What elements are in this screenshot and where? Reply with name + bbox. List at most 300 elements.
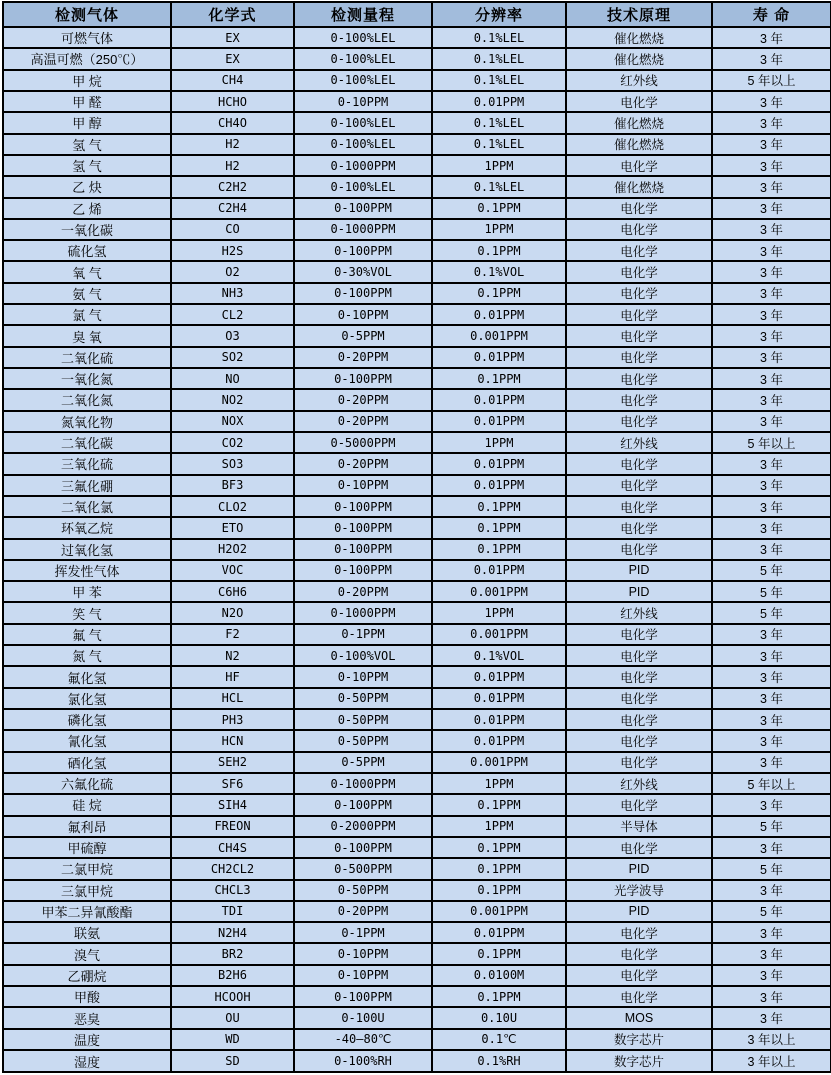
cell-gas: 甲酸 bbox=[3, 986, 171, 1007]
cell-lifespan: 3 年 bbox=[712, 922, 831, 943]
cell-range: 0-20PPM bbox=[294, 389, 432, 410]
cell-principle: 红外线 bbox=[566, 70, 712, 91]
table-row bbox=[3, 666, 831, 687]
cell-lifespan: 5 年 bbox=[712, 602, 831, 623]
cell-lifespan: 3 年 bbox=[712, 624, 831, 645]
table-row bbox=[3, 411, 831, 432]
cell-gas: 乙硼烷 bbox=[3, 965, 171, 986]
cell-gas: 高温可燃（250℃） bbox=[3, 48, 171, 69]
cell-formula: CH2CL2 bbox=[171, 858, 294, 879]
cell-gas: 甲 苯 bbox=[3, 581, 171, 602]
cell-principle: 电化学 bbox=[566, 922, 712, 943]
cell-formula: ETO bbox=[171, 517, 294, 538]
cell-gas: 臭 氧 bbox=[3, 325, 171, 346]
cell-lifespan: 3 年 bbox=[712, 517, 831, 538]
cell-formula: CH4S bbox=[171, 837, 294, 858]
cell-gas: 过氧化氢 bbox=[3, 539, 171, 560]
cell-range: 0-10PPM bbox=[294, 91, 432, 112]
cell-gas: 笑 气 bbox=[3, 602, 171, 623]
cell-resolution: 0.01PPM bbox=[432, 922, 566, 943]
cell-formula: EX bbox=[171, 48, 294, 69]
cell-formula: N2O bbox=[171, 602, 294, 623]
cell-principle: 电化学 bbox=[566, 688, 712, 709]
cell-principle: 电化学 bbox=[566, 240, 712, 261]
cell-resolution: 0.1%LEL bbox=[432, 176, 566, 197]
cell-resolution: 0.0100M bbox=[432, 965, 566, 986]
cell-gas: 氧 气 bbox=[3, 261, 171, 282]
cell-gas: 氢 气 bbox=[3, 155, 171, 176]
cell-range: 0-50PPM bbox=[294, 688, 432, 709]
cell-gas: 硅 烷 bbox=[3, 794, 171, 815]
cell-lifespan: 5 年 bbox=[712, 901, 831, 922]
table-row bbox=[3, 261, 831, 282]
cell-principle: 半导体 bbox=[566, 816, 712, 837]
table-row bbox=[3, 816, 831, 837]
cell-gas: 二氧化氮 bbox=[3, 389, 171, 410]
cell-formula: HCOOH bbox=[171, 986, 294, 1007]
cell-range: 0-20PPM bbox=[294, 347, 432, 368]
cell-lifespan: 3 年 bbox=[712, 283, 831, 304]
cell-principle: PID bbox=[566, 581, 712, 602]
table-row bbox=[3, 752, 831, 773]
cell-range: 0-100PPM bbox=[294, 240, 432, 261]
cell-lifespan: 3 年 bbox=[712, 261, 831, 282]
cell-lifespan: 5 年 bbox=[712, 858, 831, 879]
cell-resolution: 0.1%LEL bbox=[432, 27, 566, 48]
cell-resolution: 0.01PPM bbox=[432, 347, 566, 368]
cell-range: 0-20PPM bbox=[294, 411, 432, 432]
cell-formula: FREON bbox=[171, 816, 294, 837]
cell-resolution: 0.001PPM bbox=[432, 325, 566, 346]
cell-gas: 二氧化碳 bbox=[3, 432, 171, 453]
table-row bbox=[3, 539, 831, 560]
cell-range: 0-100%LEL bbox=[294, 112, 432, 133]
cell-range: 0-100%LEL bbox=[294, 176, 432, 197]
cell-resolution: 0.01PPM bbox=[432, 709, 566, 730]
cell-gas: 氰化氢 bbox=[3, 730, 171, 751]
table-row bbox=[3, 986, 831, 1007]
cell-resolution: 0.1PPM bbox=[432, 240, 566, 261]
cell-range: -40—80℃ bbox=[294, 1029, 432, 1050]
cell-principle: 电化学 bbox=[566, 965, 712, 986]
cell-principle: 电化学 bbox=[566, 325, 712, 346]
cell-range: 0-1PPM bbox=[294, 624, 432, 645]
table-row bbox=[3, 688, 831, 709]
cell-lifespan: 3 年 bbox=[712, 943, 831, 964]
cell-lifespan: 3 年 bbox=[712, 752, 831, 773]
cell-range: 0-100PPM bbox=[294, 837, 432, 858]
cell-resolution: 0.1%LEL bbox=[432, 112, 566, 133]
column-header-gas: 检测气体 bbox=[3, 2, 171, 27]
table-row bbox=[3, 48, 831, 69]
cell-lifespan: 3 年 bbox=[712, 240, 831, 261]
cell-range: 0-1000PPM bbox=[294, 602, 432, 623]
cell-principle: 数字芯片 bbox=[566, 1050, 712, 1072]
table-body bbox=[3, 27, 831, 1072]
cell-principle: 催化燃烧 bbox=[566, 176, 712, 197]
cell-gas: 氟化氢 bbox=[3, 666, 171, 687]
cell-lifespan: 3 年 bbox=[712, 325, 831, 346]
column-header-lifespan: 寿 命 bbox=[712, 2, 831, 27]
cell-lifespan: 3 年 bbox=[712, 709, 831, 730]
cell-resolution: 1PPM bbox=[432, 432, 566, 453]
cell-resolution: 0.1%RH bbox=[432, 1050, 566, 1072]
cell-range: 0-5000PPM bbox=[294, 432, 432, 453]
cell-range: 0-50PPM bbox=[294, 730, 432, 751]
header-row bbox=[3, 2, 831, 27]
cell-range: 0-1PPM bbox=[294, 922, 432, 943]
cell-lifespan: 3 年 bbox=[712, 453, 831, 474]
cell-formula: H2O2 bbox=[171, 539, 294, 560]
table-row bbox=[3, 901, 831, 922]
table-row bbox=[3, 283, 831, 304]
column-header-principle: 技术原理 bbox=[566, 2, 712, 27]
cell-principle: 电化学 bbox=[566, 986, 712, 1007]
cell-principle: 电化学 bbox=[566, 475, 712, 496]
cell-gas: 溴气 bbox=[3, 943, 171, 964]
table-row bbox=[3, 1007, 831, 1028]
cell-lifespan: 3 年以上 bbox=[712, 1050, 831, 1072]
cell-lifespan: 3 年 bbox=[712, 666, 831, 687]
cell-range: 0-100PPM bbox=[294, 539, 432, 560]
cell-formula: CH4 bbox=[171, 70, 294, 91]
cell-gas: 二氧化氯 bbox=[3, 496, 171, 517]
table-row bbox=[3, 176, 831, 197]
cell-lifespan: 5 年以上 bbox=[712, 773, 831, 794]
cell-formula: HCL bbox=[171, 688, 294, 709]
cell-gas: 联氨 bbox=[3, 922, 171, 943]
table-row bbox=[3, 517, 831, 538]
cell-range: 0-100PPM bbox=[294, 986, 432, 1007]
cell-lifespan: 3 年 bbox=[712, 965, 831, 986]
cell-lifespan: 3 年 bbox=[712, 389, 831, 410]
cell-resolution: 0.001PPM bbox=[432, 581, 566, 602]
cell-formula: N2H4 bbox=[171, 922, 294, 943]
table-row bbox=[3, 794, 831, 815]
cell-principle: 电化学 bbox=[566, 347, 712, 368]
cell-resolution: 1PPM bbox=[432, 155, 566, 176]
cell-range: 0-20PPM bbox=[294, 901, 432, 922]
cell-principle: 红外线 bbox=[566, 432, 712, 453]
cell-principle: 电化学 bbox=[566, 837, 712, 858]
cell-range: 0-20PPM bbox=[294, 581, 432, 602]
table-row bbox=[3, 219, 831, 240]
cell-resolution: 0.1%LEL bbox=[432, 70, 566, 91]
cell-gas: 三氧化硫 bbox=[3, 453, 171, 474]
cell-formula: O2 bbox=[171, 261, 294, 282]
table-row bbox=[3, 304, 831, 325]
cell-formula: WD bbox=[171, 1029, 294, 1050]
cell-range: 0-100PPM bbox=[294, 496, 432, 517]
cell-resolution: 0.1PPM bbox=[432, 880, 566, 901]
cell-principle: PID bbox=[566, 901, 712, 922]
cell-gas: 氮 气 bbox=[3, 645, 171, 666]
cell-resolution: 0.01PPM bbox=[432, 688, 566, 709]
cell-principle: 电化学 bbox=[566, 645, 712, 666]
cell-principle: 电化学 bbox=[566, 91, 712, 112]
table-row bbox=[3, 837, 831, 858]
cell-principle: MOS bbox=[566, 1007, 712, 1028]
cell-resolution: 0.001PPM bbox=[432, 624, 566, 645]
cell-resolution: 0.1%VOL bbox=[432, 645, 566, 666]
cell-resolution: 0.001PPM bbox=[432, 901, 566, 922]
cell-principle: 电化学 bbox=[566, 304, 712, 325]
cell-principle: 电化学 bbox=[566, 219, 712, 240]
cell-resolution: 0.01PPM bbox=[432, 91, 566, 112]
cell-principle: PID bbox=[566, 560, 712, 581]
cell-principle: 红外线 bbox=[566, 773, 712, 794]
cell-lifespan: 3 年 bbox=[712, 176, 831, 197]
table-row bbox=[3, 943, 831, 964]
cell-gas: 挥发性气体 bbox=[3, 560, 171, 581]
cell-formula: HCHO bbox=[171, 91, 294, 112]
cell-principle: 催化燃烧 bbox=[566, 48, 712, 69]
cell-principle: 电化学 bbox=[566, 283, 712, 304]
cell-principle: 电化学 bbox=[566, 261, 712, 282]
table-row bbox=[3, 453, 831, 474]
cell-lifespan: 3 年 bbox=[712, 347, 831, 368]
cell-lifespan: 5 年 bbox=[712, 816, 831, 837]
cell-principle: 电化学 bbox=[566, 666, 712, 687]
cell-lifespan: 3 年 bbox=[712, 411, 831, 432]
cell-range: 0-30%VOL bbox=[294, 261, 432, 282]
cell-resolution: 0.1PPM bbox=[432, 794, 566, 815]
cell-formula: C2H4 bbox=[171, 198, 294, 219]
cell-lifespan: 3 年 bbox=[712, 837, 831, 858]
cell-range: 0-10PPM bbox=[294, 666, 432, 687]
cell-gas: 乙 烯 bbox=[3, 198, 171, 219]
cell-resolution: 0.1%LEL bbox=[432, 48, 566, 69]
cell-resolution: 0.1%LEL bbox=[432, 134, 566, 155]
cell-lifespan: 3 年 bbox=[712, 155, 831, 176]
cell-gas: 甲 醇 bbox=[3, 112, 171, 133]
cell-principle: 电化学 bbox=[566, 943, 712, 964]
cell-formula: N2 bbox=[171, 645, 294, 666]
cell-resolution: 0.10U bbox=[432, 1007, 566, 1028]
cell-gas: 六氟化硫 bbox=[3, 773, 171, 794]
table-row bbox=[3, 880, 831, 901]
cell-principle: 电化学 bbox=[566, 368, 712, 389]
cell-principle: 电化学 bbox=[566, 539, 712, 560]
cell-resolution: 0.1PPM bbox=[432, 837, 566, 858]
cell-resolution: 0.01PPM bbox=[432, 730, 566, 751]
cell-gas: 硒化氢 bbox=[3, 752, 171, 773]
cell-gas: 氯化氢 bbox=[3, 688, 171, 709]
cell-resolution: 0.01PPM bbox=[432, 560, 566, 581]
cell-principle: 数字芯片 bbox=[566, 1029, 712, 1050]
cell-lifespan: 3 年 bbox=[712, 27, 831, 48]
cell-formula: NO bbox=[171, 368, 294, 389]
cell-range: 0-100%LEL bbox=[294, 70, 432, 91]
cell-principle: 电化学 bbox=[566, 709, 712, 730]
cell-principle: 电化学 bbox=[566, 198, 712, 219]
cell-formula: C6H6 bbox=[171, 581, 294, 602]
cell-range: 0-10PPM bbox=[294, 943, 432, 964]
cell-gas: 氯 气 bbox=[3, 304, 171, 325]
cell-formula: SIH4 bbox=[171, 794, 294, 815]
cell-principle: 电化学 bbox=[566, 752, 712, 773]
cell-range: 0-1000PPM bbox=[294, 773, 432, 794]
cell-lifespan: 3 年 bbox=[712, 986, 831, 1007]
cell-formula: TDI bbox=[171, 901, 294, 922]
cell-range: 0-100%LEL bbox=[294, 27, 432, 48]
table-row bbox=[3, 965, 831, 986]
cell-gas: 一氧化碳 bbox=[3, 219, 171, 240]
cell-formula: CO bbox=[171, 219, 294, 240]
cell-range: 0-100PPM bbox=[294, 283, 432, 304]
cell-lifespan: 3 年 bbox=[712, 368, 831, 389]
cell-gas: 湿度 bbox=[3, 1050, 171, 1072]
cell-resolution: 0.01PPM bbox=[432, 666, 566, 687]
cell-gas: 甲苯二异氰酸酯 bbox=[3, 901, 171, 922]
table-row bbox=[3, 602, 831, 623]
cell-range: 0-50PPM bbox=[294, 709, 432, 730]
cell-gas: 二氧化硫 bbox=[3, 347, 171, 368]
cell-formula: CL2 bbox=[171, 304, 294, 325]
cell-range: 0-100U bbox=[294, 1007, 432, 1028]
cell-formula: BR2 bbox=[171, 943, 294, 964]
table-row bbox=[3, 581, 831, 602]
table-row bbox=[3, 922, 831, 943]
cell-principle: 电化学 bbox=[566, 496, 712, 517]
cell-gas: 温度 bbox=[3, 1029, 171, 1050]
table-row bbox=[3, 709, 831, 730]
cell-formula: HCN bbox=[171, 730, 294, 751]
table-row bbox=[3, 198, 831, 219]
table-row bbox=[3, 347, 831, 368]
cell-principle: 红外线 bbox=[566, 602, 712, 623]
cell-principle: 催化燃烧 bbox=[566, 134, 712, 155]
cell-lifespan: 3 年 bbox=[712, 1007, 831, 1028]
cell-range: 0-100%RH bbox=[294, 1050, 432, 1072]
cell-formula: EX bbox=[171, 27, 294, 48]
cell-formula: SF6 bbox=[171, 773, 294, 794]
cell-resolution: 1PPM bbox=[432, 816, 566, 837]
cell-range: 0-100PPM bbox=[294, 517, 432, 538]
cell-lifespan: 3 年 bbox=[712, 198, 831, 219]
cell-range: 0-100PPM bbox=[294, 198, 432, 219]
cell-formula: H2 bbox=[171, 155, 294, 176]
cell-formula: F2 bbox=[171, 624, 294, 645]
cell-gas: 氟利昂 bbox=[3, 816, 171, 837]
cell-lifespan: 3 年 bbox=[712, 730, 831, 751]
cell-lifespan: 5 年以上 bbox=[712, 432, 831, 453]
cell-resolution: 0.1PPM bbox=[432, 943, 566, 964]
cell-resolution: 0.1PPM bbox=[432, 986, 566, 1007]
table-row bbox=[3, 773, 831, 794]
table-row bbox=[3, 496, 831, 517]
cell-formula: H2 bbox=[171, 134, 294, 155]
table-row bbox=[3, 432, 831, 453]
table-row bbox=[3, 560, 831, 581]
table-row bbox=[3, 389, 831, 410]
table-row bbox=[3, 70, 831, 91]
cell-gas: 氢 气 bbox=[3, 134, 171, 155]
cell-range: 0-1000PPM bbox=[294, 219, 432, 240]
cell-formula: CO2 bbox=[171, 432, 294, 453]
cell-range: 0-5PPM bbox=[294, 325, 432, 346]
cell-resolution: 1PPM bbox=[432, 602, 566, 623]
cell-formula: NOX bbox=[171, 411, 294, 432]
cell-gas: 氨 气 bbox=[3, 283, 171, 304]
cell-resolution: 0.1PPM bbox=[432, 517, 566, 538]
cell-formula: SO2 bbox=[171, 347, 294, 368]
cell-gas: 甲 醛 bbox=[3, 91, 171, 112]
table-row bbox=[3, 624, 831, 645]
cell-lifespan: 3 年以上 bbox=[712, 1029, 831, 1050]
table-row bbox=[3, 134, 831, 155]
table-header bbox=[3, 2, 831, 27]
cell-lifespan: 3 年 bbox=[712, 645, 831, 666]
cell-range: 0-2000PPM bbox=[294, 816, 432, 837]
cell-formula: CHCL3 bbox=[171, 880, 294, 901]
cell-range: 0-500PPM bbox=[294, 858, 432, 879]
cell-lifespan: 3 年 bbox=[712, 219, 831, 240]
cell-range: 0-10PPM bbox=[294, 304, 432, 325]
table-row bbox=[3, 645, 831, 666]
cell-range: 0-10PPM bbox=[294, 475, 432, 496]
cell-lifespan: 3 年 bbox=[712, 794, 831, 815]
cell-principle: 电化学 bbox=[566, 411, 712, 432]
cell-resolution: 0.1PPM bbox=[432, 198, 566, 219]
cell-formula: OU bbox=[171, 1007, 294, 1028]
cell-formula: SO3 bbox=[171, 453, 294, 474]
cell-range: 0-50PPM bbox=[294, 880, 432, 901]
cell-lifespan: 3 年 bbox=[712, 539, 831, 560]
cell-range: 0-20PPM bbox=[294, 453, 432, 474]
cell-resolution: 1PPM bbox=[432, 219, 566, 240]
cell-formula: NO2 bbox=[171, 389, 294, 410]
cell-gas: 二氯甲烷 bbox=[3, 858, 171, 879]
cell-formula: HF bbox=[171, 666, 294, 687]
cell-range: 0-5PPM bbox=[294, 752, 432, 773]
cell-resolution: 0.01PPM bbox=[432, 453, 566, 474]
cell-resolution: 0.1%VOL bbox=[432, 261, 566, 282]
cell-gas: 甲硫醇 bbox=[3, 837, 171, 858]
cell-formula: SEH2 bbox=[171, 752, 294, 773]
cell-resolution: 0.1PPM bbox=[432, 496, 566, 517]
cell-gas: 三氟化硼 bbox=[3, 475, 171, 496]
table-row bbox=[3, 155, 831, 176]
column-header-formula: 化学式 bbox=[171, 2, 294, 27]
cell-gas: 氟 气 bbox=[3, 624, 171, 645]
table-row bbox=[3, 91, 831, 112]
cell-gas: 乙 炔 bbox=[3, 176, 171, 197]
cell-lifespan: 3 年 bbox=[712, 475, 831, 496]
cell-formula: O3 bbox=[171, 325, 294, 346]
cell-principle: 电化学 bbox=[566, 730, 712, 751]
cell-gas: 甲 烷 bbox=[3, 70, 171, 91]
cell-range: 0-100PPM bbox=[294, 794, 432, 815]
cell-formula: H2S bbox=[171, 240, 294, 261]
gas-spec-table bbox=[2, 1, 831, 1073]
cell-formula: PH3 bbox=[171, 709, 294, 730]
cell-principle: 电化学 bbox=[566, 155, 712, 176]
cell-principle: 催化燃烧 bbox=[566, 27, 712, 48]
cell-principle: 电化学 bbox=[566, 389, 712, 410]
cell-range: 0-100%LEL bbox=[294, 48, 432, 69]
cell-resolution: 0.001PPM bbox=[432, 752, 566, 773]
cell-principle: 电化学 bbox=[566, 517, 712, 538]
cell-gas: 环氧乙烷 bbox=[3, 517, 171, 538]
cell-lifespan: 5 年 bbox=[712, 581, 831, 602]
cell-principle: 催化燃烧 bbox=[566, 112, 712, 133]
cell-formula: B2H6 bbox=[171, 965, 294, 986]
table-row bbox=[3, 1029, 831, 1050]
cell-principle: 电化学 bbox=[566, 624, 712, 645]
cell-lifespan: 3 年 bbox=[712, 48, 831, 69]
cell-gas: 恶臭 bbox=[3, 1007, 171, 1028]
